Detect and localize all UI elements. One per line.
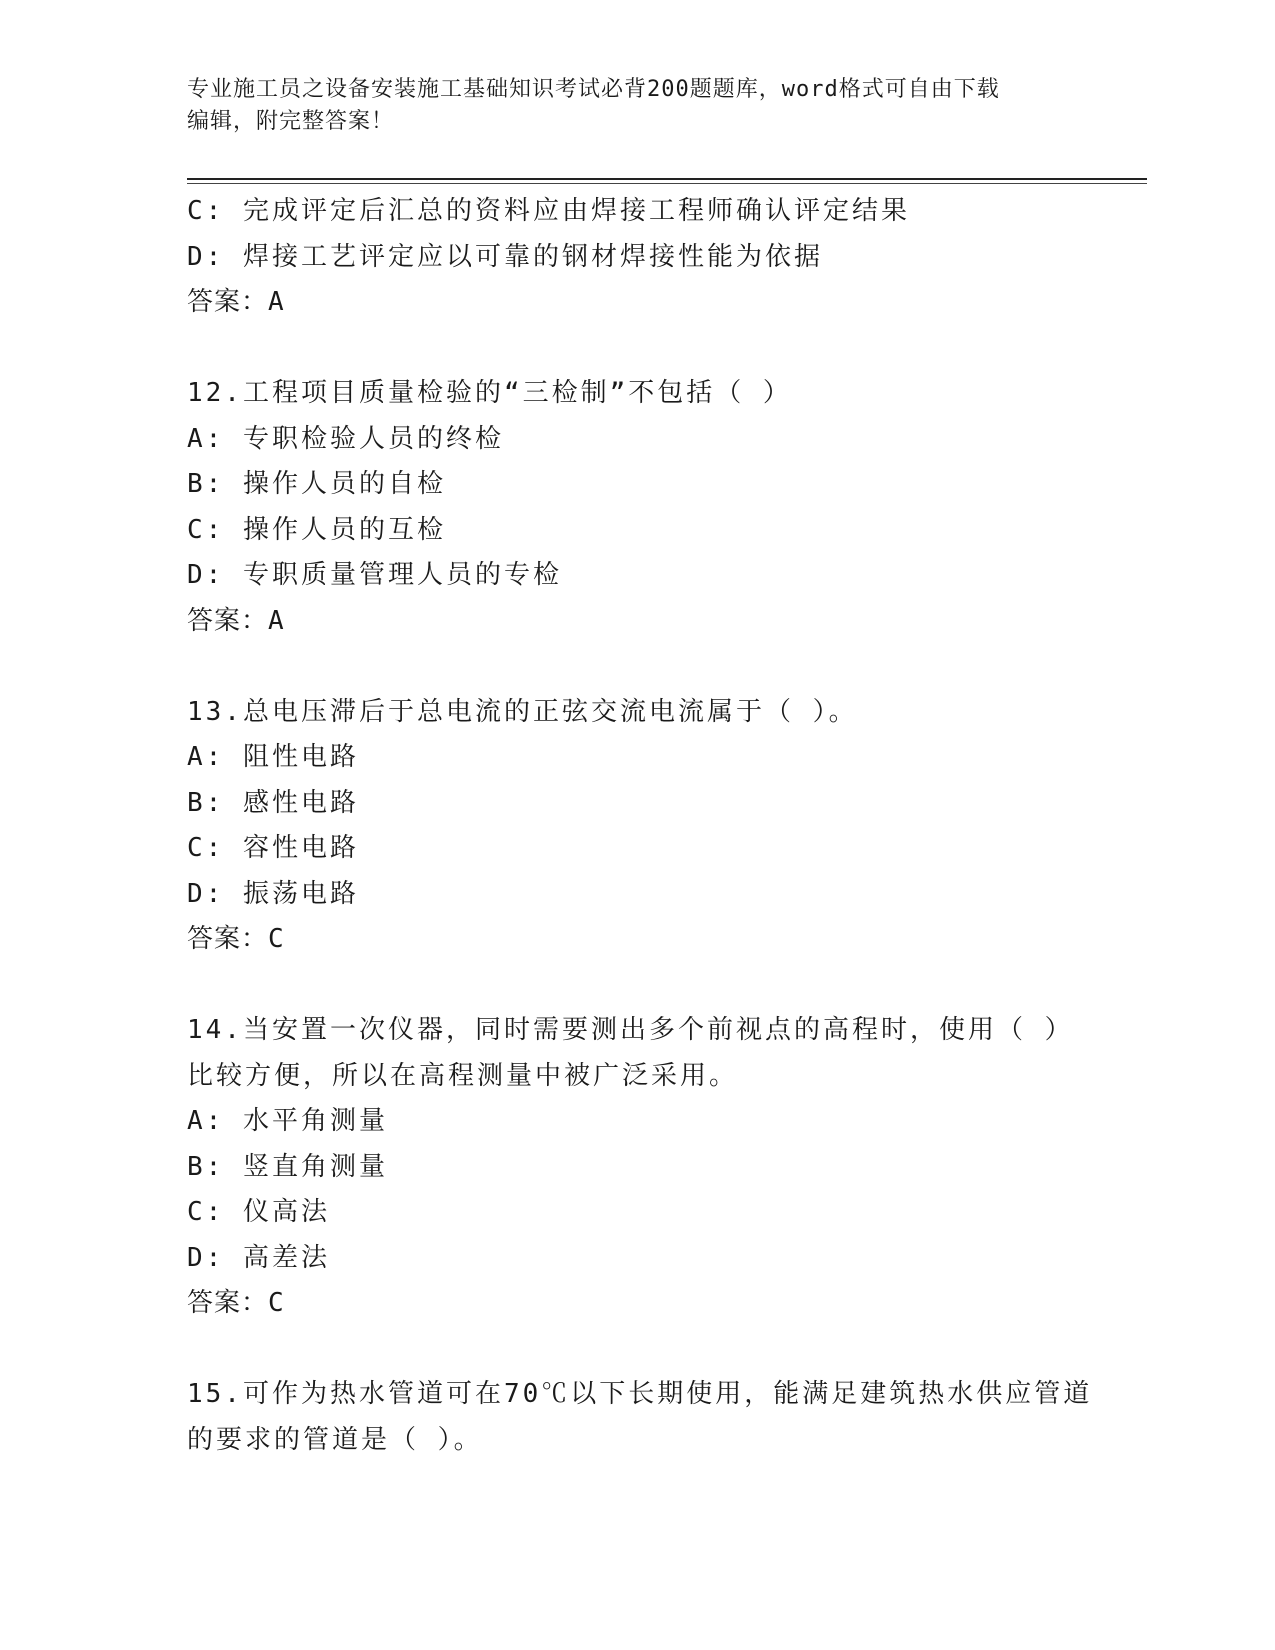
question-13 [187,690,1147,963]
question-14 [187,1008,1147,1327]
option-c: C: 操作人员的互检 [187,514,446,545]
option-a: A: 阻性电路 [187,742,359,772]
option-b: B: 操作人员的自检 [187,469,446,499]
document-header [187,74,1087,138]
answer-line: 答案：A [187,605,285,636]
question-15 [187,1372,1147,1463]
spacer [187,963,1147,1009]
option-c: C: 完成评定后汇总的资料应由焊接工程师确认评定结果 [187,196,910,226]
question-stem: 12.工程项目质量检验的“三检制”不包括（ ） [187,378,792,408]
answer-line: 答案：C [187,924,285,954]
answer-line: 答案：C [187,1288,285,1318]
spacer [187,326,1147,372]
question-12 [187,371,1147,644]
answer-line: 答案：A [187,287,285,317]
question-stem-line-1: 15.可作为热水管道可在70℃以下长期使用，能满足建筑热水供应管道 [187,1379,1093,1409]
spacer [187,1327,1147,1373]
option-c: C: 仪高法 [187,1197,330,1227]
header-divider-thick [187,178,1147,180]
question-stem-line-2: 比较方便，所以在高程测量中被广泛采用。 [187,1060,739,1091]
option-d: D: 焊接工艺评定应以可靠的钢材焊接性能为依据 [187,241,823,272]
header-divider-thin [187,183,1147,184]
option-b: B: 竖直角测量 [187,1151,388,1182]
header-title-line-1: 专业施工员之设备安装施工基础知识考试必背200题题库，word格式可自由下载 [187,77,1000,102]
spacer [187,644,1147,690]
question-stem: 13.总电压滞后于总电流的正弦交流电流属于（ ）。 [187,696,858,727]
option-a: A: 水平角测量 [187,1106,388,1136]
option-d: D: 高差法 [187,1242,330,1273]
question-stem-line-1: 14.当安置一次仪器，同时需要测出多个前视点的高程时，使用（ ） [187,1015,1074,1045]
option-b: B: 感性电路 [187,787,359,818]
option-c: C: 容性电路 [187,833,359,863]
option-d: D: 振荡电路 [187,878,359,909]
header-title-line-2: 编辑，附完整答案！ [187,109,395,134]
question-list [187,189,1147,1463]
option-d: D: 专职质量管理人员的专检 [187,560,562,590]
option-a: A: 专职检验人员的终检 [187,423,504,454]
question-11-continued [187,189,1147,326]
question-stem-line-2: 的要求的管道是（ ）。 [187,1424,483,1455]
